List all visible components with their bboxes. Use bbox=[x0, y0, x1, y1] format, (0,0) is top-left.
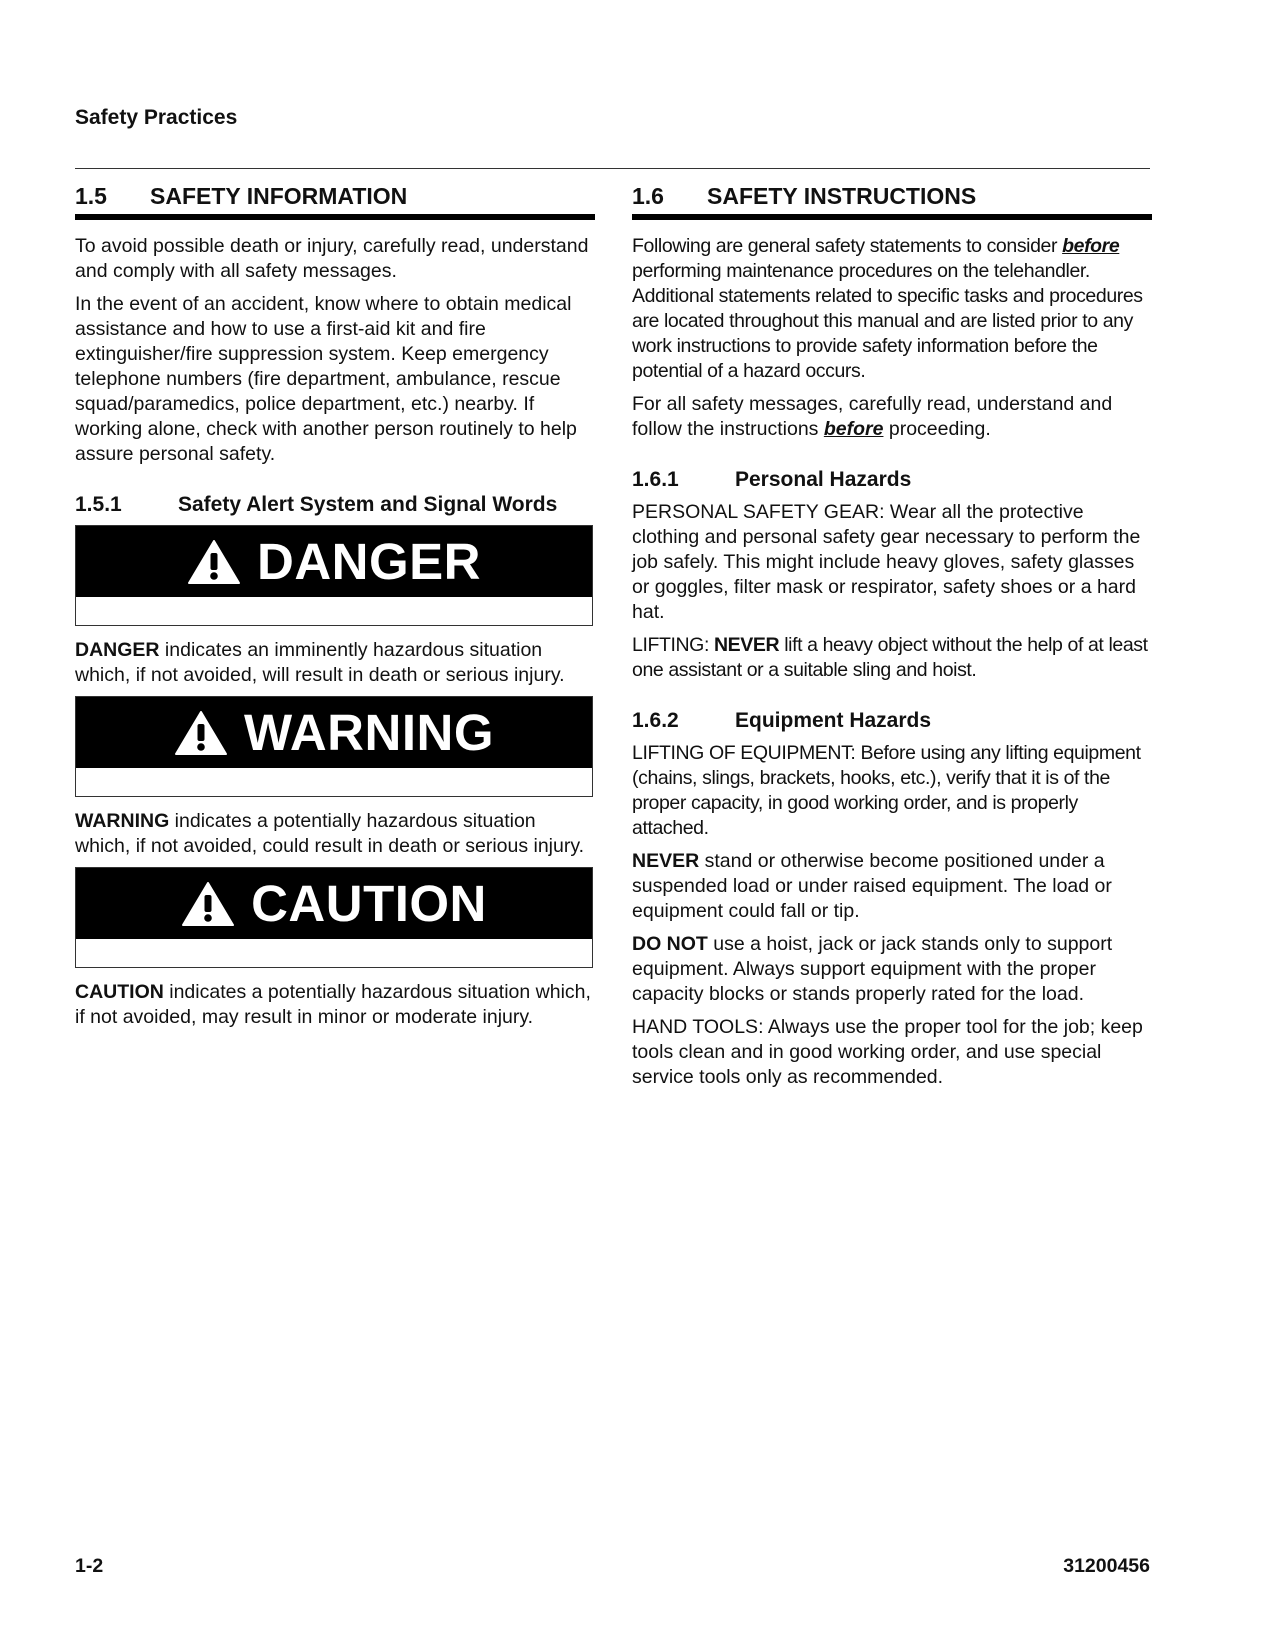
text-run: LIFTING: bbox=[632, 634, 714, 656]
text-run: use a hoist, jack or jack stands only to support equipment. Always support equipment with the proper capacity blocks or stands properly rated for the load. bbox=[632, 933, 1113, 1005]
emphasis-before: before bbox=[1062, 235, 1120, 257]
subsection-title: Equipment Hazards bbox=[735, 709, 932, 732]
section-number: 1.6 bbox=[632, 182, 664, 209]
warning-signal-word: WARNING bbox=[244, 704, 494, 761]
intro-paragraph-2: In the event of an accident, know where to obtain medical assistance and how to use a first-aid kit and fire extinguisher/fire suppression system. Keep emergency telephone numbers (fire department, ambulance, rescue squad/paramedics, police department, etc.) nearby. If working alone, check with another person routinely to help assure personal safety. bbox=[75, 293, 577, 465]
caution-signal-word: CAUTION bbox=[251, 875, 487, 932]
warning-text: indicates a potentially hazardous situation which, if not avoided, could result in death or serious injury. bbox=[75, 810, 585, 857]
caution-term: CAUTION bbox=[75, 981, 164, 1003]
warning-description bbox=[75, 809, 595, 859]
running-header-title: Safety Practices bbox=[75, 106, 238, 129]
lifting-paragraph bbox=[632, 633, 1152, 683]
never-term: NEVER bbox=[632, 850, 700, 872]
header-rule bbox=[75, 168, 1150, 169]
never-term: NEVER bbox=[714, 634, 780, 656]
intro-paragraph-1: To avoid possible death or injury, carefully read, understand and comply with all safety messages. bbox=[75, 235, 589, 282]
danger-signal-panel bbox=[75, 525, 593, 626]
subsection-number: 1.6.2 bbox=[632, 709, 679, 732]
warning-term: WARNING bbox=[75, 810, 170, 832]
warning-signal-panel bbox=[75, 696, 593, 797]
section-number: 1.5 bbox=[75, 182, 107, 209]
emphasis-before: before bbox=[823, 418, 884, 440]
personal-safety-gear-paragraph: PERSONAL SAFETY GEAR: Wear all the protective clothing and personal safety gear necessary to perform the job safely. This might include heavy gloves, safety glasses or goggles, filter mask or respirator, safety shoes or a hard hat. bbox=[632, 501, 1141, 623]
text-run: stand or otherwise become positioned under a suspended load or under raised equipment. The load or equipment could fall or tip. bbox=[632, 850, 1112, 922]
subsection-number: 1.6.1 bbox=[632, 468, 679, 491]
subsection-number: 1.5.1 bbox=[75, 493, 122, 516]
instructions-paragraph-2 bbox=[632, 392, 1152, 442]
right-column bbox=[632, 178, 1152, 1098]
subsection-heading-1-6-1 bbox=[632, 468, 1152, 492]
section-title: SAFETY INSTRUCTIONS bbox=[707, 182, 977, 209]
do-not-paragraph bbox=[632, 932, 1152, 1007]
text-run: Following are general safety statements to consider bbox=[632, 235, 1063, 257]
subsection-title: Personal Hazards bbox=[735, 468, 912, 491]
section-heading-1-5 bbox=[75, 178, 595, 220]
text-run: lift a heavy object without the help of at least one assistant or a suitable sling and hoist. bbox=[632, 634, 1148, 681]
section-title: SAFETY INFORMATION bbox=[150, 182, 408, 209]
never-stand-paragraph bbox=[632, 849, 1152, 924]
danger-signal-word: DANGER bbox=[256, 533, 481, 590]
section-heading-1-6 bbox=[632, 178, 1152, 220]
alert-triangle-icon bbox=[181, 881, 235, 927]
danger-text: indicates an imminently hazardous situation which, if not avoided, will result in death or serious injury. bbox=[75, 639, 565, 686]
caution-signal-panel bbox=[75, 867, 593, 968]
hand-tools-paragraph: HAND TOOLS: Always use the proper tool for the job; keep tools clean and in good working order, and use special service tools only as recommended. bbox=[632, 1016, 1143, 1088]
danger-description bbox=[75, 638, 595, 688]
instructions-paragraph-1 bbox=[632, 234, 1152, 384]
subsection-heading-1-5-1 bbox=[75, 493, 595, 517]
alert-triangle-icon bbox=[174, 710, 228, 756]
caution-text: indicates a potentially hazardous situation which, if not avoided, may result in minor or moderate injury. bbox=[75, 981, 591, 1028]
subsection-heading-1-6-2 bbox=[632, 709, 1152, 733]
lifting-equipment-paragraph: LIFTING OF EQUIPMENT: Before using any lifting equipment (chains, slings, brackets, hooks, etc.), verify that it is of the proper capacity, in good working order, and is properly attached. bbox=[632, 742, 1141, 839]
caution-description bbox=[75, 980, 595, 1030]
do-not-term: DO NOT bbox=[632, 933, 708, 955]
page-number: 1-2 bbox=[75, 1555, 104, 1577]
text-run: performing maintenance procedures on the telehandler. Additional statements related to specific tasks and procedures are located throughout this manual and are listed prior to any work instructions to provide safety information before the potential of a hazard occurs. bbox=[632, 260, 1143, 382]
subsection-title: Safety Alert System and Signal Words bbox=[178, 493, 558, 516]
danger-term: DANGER bbox=[75, 639, 160, 661]
text-run: proceeding. bbox=[883, 418, 991, 440]
left-column bbox=[75, 178, 595, 1038]
text-run: For all safety messages, carefully read, understand and follow the instructions bbox=[632, 393, 1113, 440]
document-number: 31200456 bbox=[1063, 1555, 1150, 1577]
alert-triangle-icon bbox=[187, 539, 241, 585]
